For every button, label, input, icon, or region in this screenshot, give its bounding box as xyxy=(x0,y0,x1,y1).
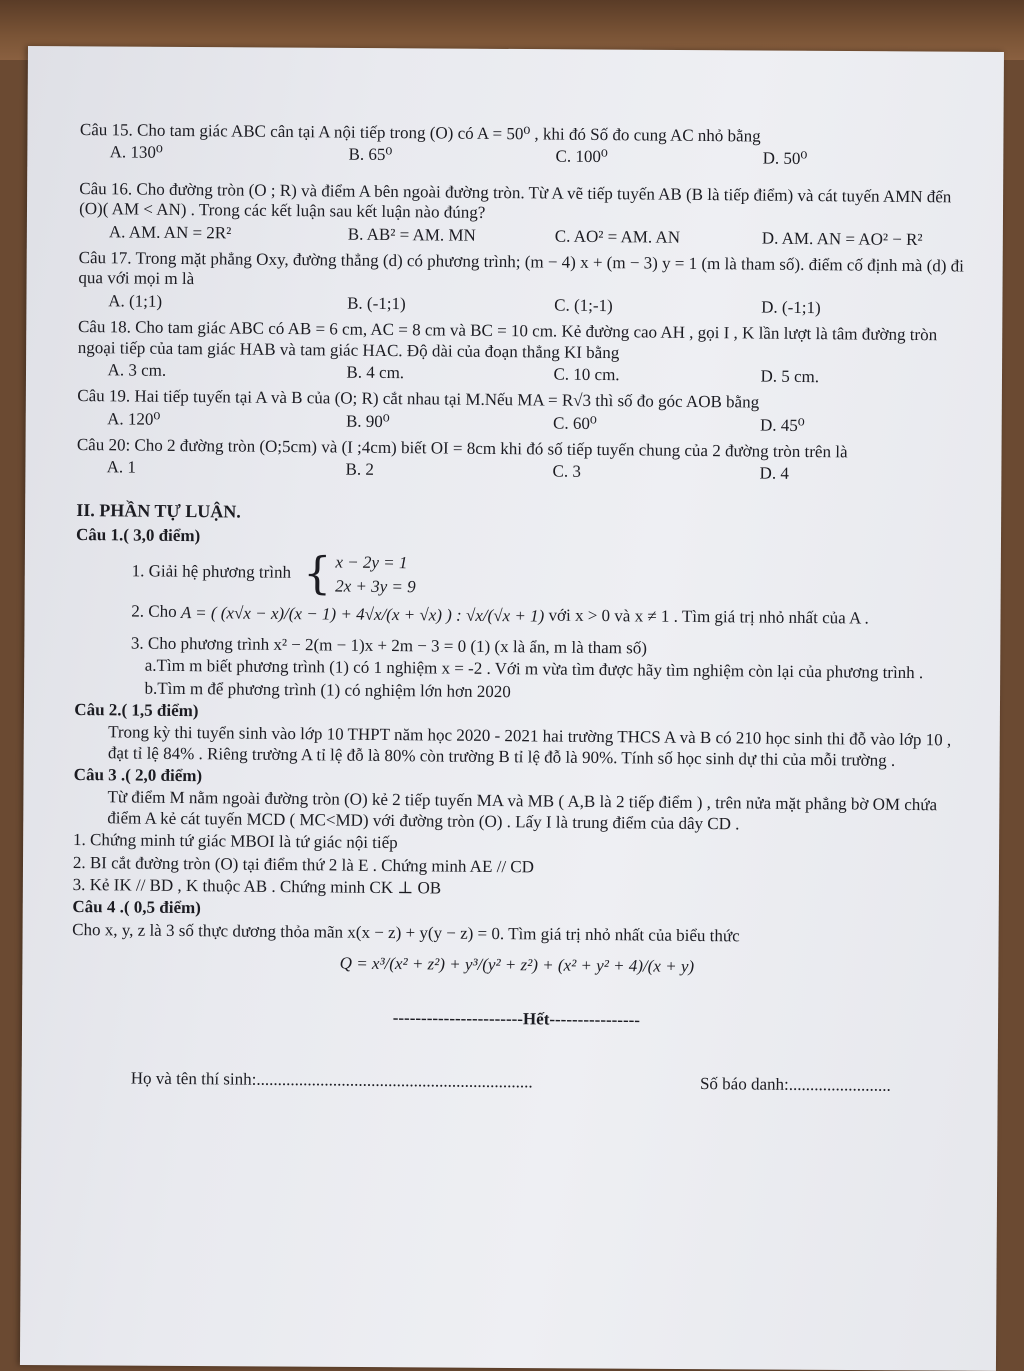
brace-symbol: { xyxy=(303,547,332,600)
question-stem: Câu 20: Cho 2 đường tròn (O;5cm) và (I ;4cm) biết OI = 8cm khi đó số tiếp tuyến chung của 2 đường tròn trên là xyxy=(76,435,848,462)
option-c: C. 100⁰ xyxy=(555,146,608,167)
option-a: A. 120⁰ xyxy=(107,408,161,429)
question-stem: Câu 17. Trong mặt phẳng Oxy, đường thẳng (d) có phương trình; (m − 4) x + (m − 3) y = 1 (m là tham số). điểm cố định mà (d) đi qua với mọi m là xyxy=(78,247,965,289)
candidate-id-field: Số báo danh:........................ xyxy=(699,1073,891,1095)
option-d: D. 45⁰ xyxy=(759,415,805,435)
formula-q: Q = x³/(x² + z²) + y³/(y² + z²) + (x² + y² + 4)/(x + y) xyxy=(339,953,695,977)
option-b: B. (-1;1) xyxy=(347,293,406,313)
option-b: B. 90⁰ xyxy=(345,411,390,431)
question-4-heading: Câu 4 .( 0,5 điểm) xyxy=(72,897,201,918)
part-condition: với x > 0 và x ≠ 1 . Tìm giá trị nhỏ nhất của A . xyxy=(548,605,869,629)
question-19 xyxy=(77,386,967,437)
question-3-part-1: 1. Chứng minh tứ giác MBOI là tứ giác nội tiếp xyxy=(72,830,398,853)
question-1-part-2 xyxy=(75,601,965,631)
option-a: A. AM. AN = 2R² xyxy=(108,221,232,243)
question-stem: Câu 16. Cho đường tròn (O ; R) và điểm A bên ngoài đường tròn. Từ A vẽ tiếp tuyến AB (B là tiếp điểm) và cát tuyến AMN đến (O)( AM < AN) . Trong các kết luận sau kết luận nào đúng? xyxy=(79,178,952,223)
question-2-heading: Câu 2.( 1,5 điểm) xyxy=(74,699,199,721)
question-3-part-3: 3. Kẻ IK // BD , K thuộc AB . Chứng minh CK ⊥ OB xyxy=(72,874,442,898)
option-a: A. 130⁰ xyxy=(109,142,163,163)
option-a: A. 3 cm. xyxy=(107,360,167,380)
option-d: D. 5 cm. xyxy=(760,366,820,387)
option-b: B. AB² = AM. MN xyxy=(347,224,476,245)
question-1-part-3b: b.Tìm m để phương trình (1) có nghiệm lớn hơn 2020 xyxy=(144,678,511,701)
option-b: B. 65⁰ xyxy=(348,144,393,165)
option-a: A. 1 xyxy=(106,457,137,478)
formula-a: A = ( (x√x − x)/(x − 1) + 4√x/(x + √x) ) : √x/(√x + 1) xyxy=(180,603,545,626)
option-a: A. (1;1) xyxy=(108,291,163,311)
section-title: II. PHẦN TỰ LUẬN. xyxy=(76,499,241,522)
part-label: 2. Cho xyxy=(131,601,177,622)
option-b: B. 4 cm. xyxy=(346,362,405,383)
question-3-text: Từ điểm M nằm ngoài đường tròn (O) kẻ 2 tiếp tuyến MA và MB ( A,B là 2 tiếp điểm ) , trên nửa mặt phẳng bờ OM chứa điểm A kẻ cát tuyến MCD ( MC<MD) với đường tròn (O) . Lấy I là trung điểm của dây CD . xyxy=(107,787,938,834)
option-c: C. 3 xyxy=(552,462,582,482)
question-1-heading: Câu 1.( 3,0 điểm) xyxy=(75,525,201,546)
option-d: D. AM. AN = AO² − R² xyxy=(761,228,923,249)
option-c: C. (1;-1) xyxy=(554,295,613,315)
question-17 xyxy=(78,248,969,320)
question-15 xyxy=(80,120,970,171)
option-c: C. AO² = AM. AN xyxy=(554,226,681,247)
question-3-part-2: 2. BI cắt đường tròn (O) tại điểm thứ 2 là E . Chứng minh AE // CD xyxy=(72,852,535,877)
question-stem: Câu 19. Hai tiếp tuyến tại A và B của (O; R) cắt nhau tại M.Nếu MA = R√3 thì số đo góc AOB bằng xyxy=(77,386,760,412)
question-4-text: Cho x, y, z là 3 số thực dương thỏa mãn x(x − z) + y(y − z) = 0. Tìm giá trị nhỏ nhất của biểu thức xyxy=(72,919,740,946)
question-1-part-3a: a.Tìm m biết phương trình (1) có 1 nghiệm x = -2 . Với m vừa tìm được hãy tìm nghiệm còn lại của phương trình . xyxy=(144,655,924,683)
option-c: C. 10 cm. xyxy=(553,364,620,385)
question-20 xyxy=(77,435,967,486)
question-4-formula xyxy=(72,950,962,980)
question-3-heading: Câu 3 .( 2,0 điểm) xyxy=(73,765,203,786)
option-c: C. 60⁰ xyxy=(552,413,597,433)
question-stem: Câu 15. Cho tam giác ABC cân tại A nội tiếp trong (O) có A = 50⁰ , khi đó Số đo cung AC nhỏ bằng xyxy=(79,120,761,146)
option-d: D. 4 xyxy=(759,464,789,484)
question-1-part-3: 3. Cho phương trình x² − 2(m − 1)x + 2m − 3 = 0 (1) (x là ẩn, m là tham số) xyxy=(130,633,648,658)
equation-system xyxy=(303,547,416,600)
option-d: D. (-1;1) xyxy=(761,297,821,317)
question-1-part-1 xyxy=(75,548,965,604)
end-marker: -----------------------Hết---------------- xyxy=(392,1008,641,1030)
option-b: B. 2 xyxy=(345,460,374,480)
question-16 xyxy=(79,179,970,251)
option-d: D. 50⁰ xyxy=(762,148,808,169)
question-2-text: Trong kỳ thi tuyển sinh vào lớp 10 THPT năm học 2020 - 2021 hai trường THCS A và B có 210 học sinh thi đỗ vào lớp 10 , đạt tỉ lệ 84% . Riêng trường A tỉ lệ đỗ là 80% còn trường B tỉ lệ đỗ là 90%. Tính số học sinh dự thi của mỗi trường . xyxy=(107,722,952,770)
equation-line-2: 2x + 3y = 9 xyxy=(335,576,416,596)
equation-line-1: x − 2y = 1 xyxy=(335,552,408,573)
question-stem: Câu 18. Cho tam giác ABC có AB = 6 cm, AC = 8 cm và BC = 10 cm. Kẻ đường cao AH , gọi I , K lần lượt là tâm đường tròn ngoại tiếp của tam giác HAB và tam giác HAC. Độ dài của đoạn thẳng KI bằng xyxy=(77,317,938,362)
question-18 xyxy=(78,317,969,389)
part-label: 1. Giải hệ phương trình xyxy=(131,561,292,582)
candidate-name-field: Họ và tên thí sinh:................................................................. xyxy=(130,1068,533,1092)
exam-content xyxy=(71,120,970,1097)
